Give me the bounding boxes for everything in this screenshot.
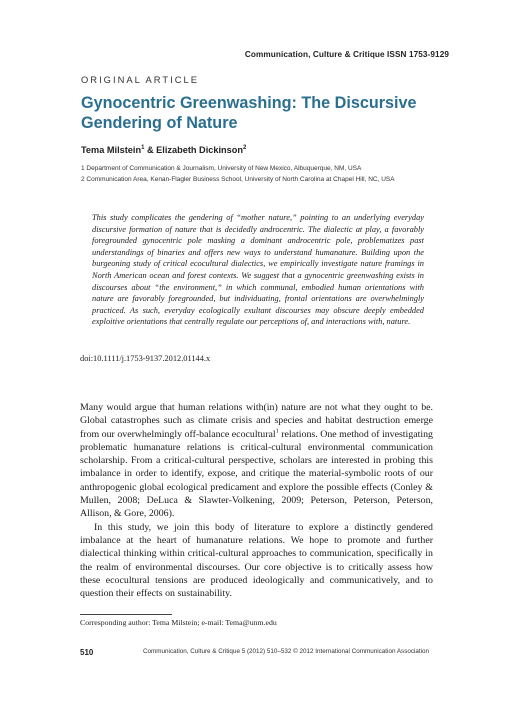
author-name: Elizabeth Dickinson bbox=[156, 145, 243, 156]
affiliation-mark: 2 bbox=[242, 145, 247, 151]
footnote-mark[interactable]: 1 bbox=[275, 427, 279, 435]
journal-header: Communication, Culture & Critique ISSN 1753-9129 bbox=[244, 50, 449, 59]
footnote-divider bbox=[80, 614, 172, 615]
article-title: Gynocentric Greenwashing: The Discursive Gendering of Nature bbox=[81, 94, 417, 132]
author-separator: & bbox=[144, 145, 157, 156]
footer-citation: Communication, Culture & Critique 5 (2012) 510–532 © 2012 International Communication Association bbox=[143, 648, 430, 655]
article-type-label: ORIGINAL ARTICLE bbox=[81, 74, 199, 85]
corresponding-author-footnote: Corresponding author: Tema Milstein; e-mail: Tema@unm.edu bbox=[80, 618, 277, 627]
author-name: Tema Milstein bbox=[81, 145, 142, 156]
affiliation-mark: 1 bbox=[141, 145, 145, 151]
affiliation-2: 2 Communication Area, Kenan-Flagler Business School, University of North Carolina at Chapel Hill, NC, USA bbox=[81, 176, 395, 183]
paragraph: Many would argue that human relations with(in) nature are not what they ought to be. Global catastrophes such as climate crisis and species and habitat destruction emerge from our overwhelmingly off-balance ecocultural$^1$ relations. One method of investigating problematic humanature relations is critical-cultural environmental communication scholarship. From a critical-cultural perspective, scholars are interested in probing this imbalance in order to identify, expose, and critique the material-symbolic roots of our anthropogenic global ecological predicament and explore the possible effects (Conley & Mullen, 2008; DeLuca & Slawter-Volkening, 2009; Peterson, Peterson, Peterson, Allison, & Gore, 2006). bbox=[80, 402, 433, 520]
author-list bbox=[81, 145, 246, 155]
paragraph: In this study, we join this body of literature to explore a distinctly gendered imbalance at the heart of humanature relations. We hope to promote and further dialectical thinking within critical-cultural approaches to communication, specifically in the realm of environmental discourses. Our core objective is to critically assess how these ecocultural tensions are produced ideologically and communicatively, and to question their effects on sustainability. bbox=[80, 521, 433, 600]
abstract: This study complicates the gendering of “mother nature,” pointing to an underlying everyday discursive formation of nature that is decidedly androcentric. The dialectic at play, a favorably foregrounded gynocentric pole masking a dominant androcentric pole, problematizes past understandings of binaries and offers new ways to understand humanature. Building upon the burgeoning study of critical ecocultural dialectics, we empirically investigate nature framings in North American ocean and forest contexts. We suggest that a gynocentric greenwashing exists in discourses about “the environment,” in which communal, embodied human orientations with nature are favorably foregrounded, but individuating, frontal orientations are overwhelmingly practiced. As such, everyday ecologically exultant discourses may obscure deeply embedded exploitive orientations that centrally regulate our perceptions of, and interactions with, nature. bbox=[92, 213, 424, 327]
doi-link[interactable]: doi:10.1111/j.1753-9137.2012.01144.x bbox=[80, 354, 211, 363]
page-number: 510 bbox=[80, 648, 94, 657]
affiliation-1: 1 Department of Communication & Journalism, University of New Mexico, Albuquerque, NM, USA bbox=[81, 165, 362, 172]
body-text bbox=[80, 401, 433, 600]
